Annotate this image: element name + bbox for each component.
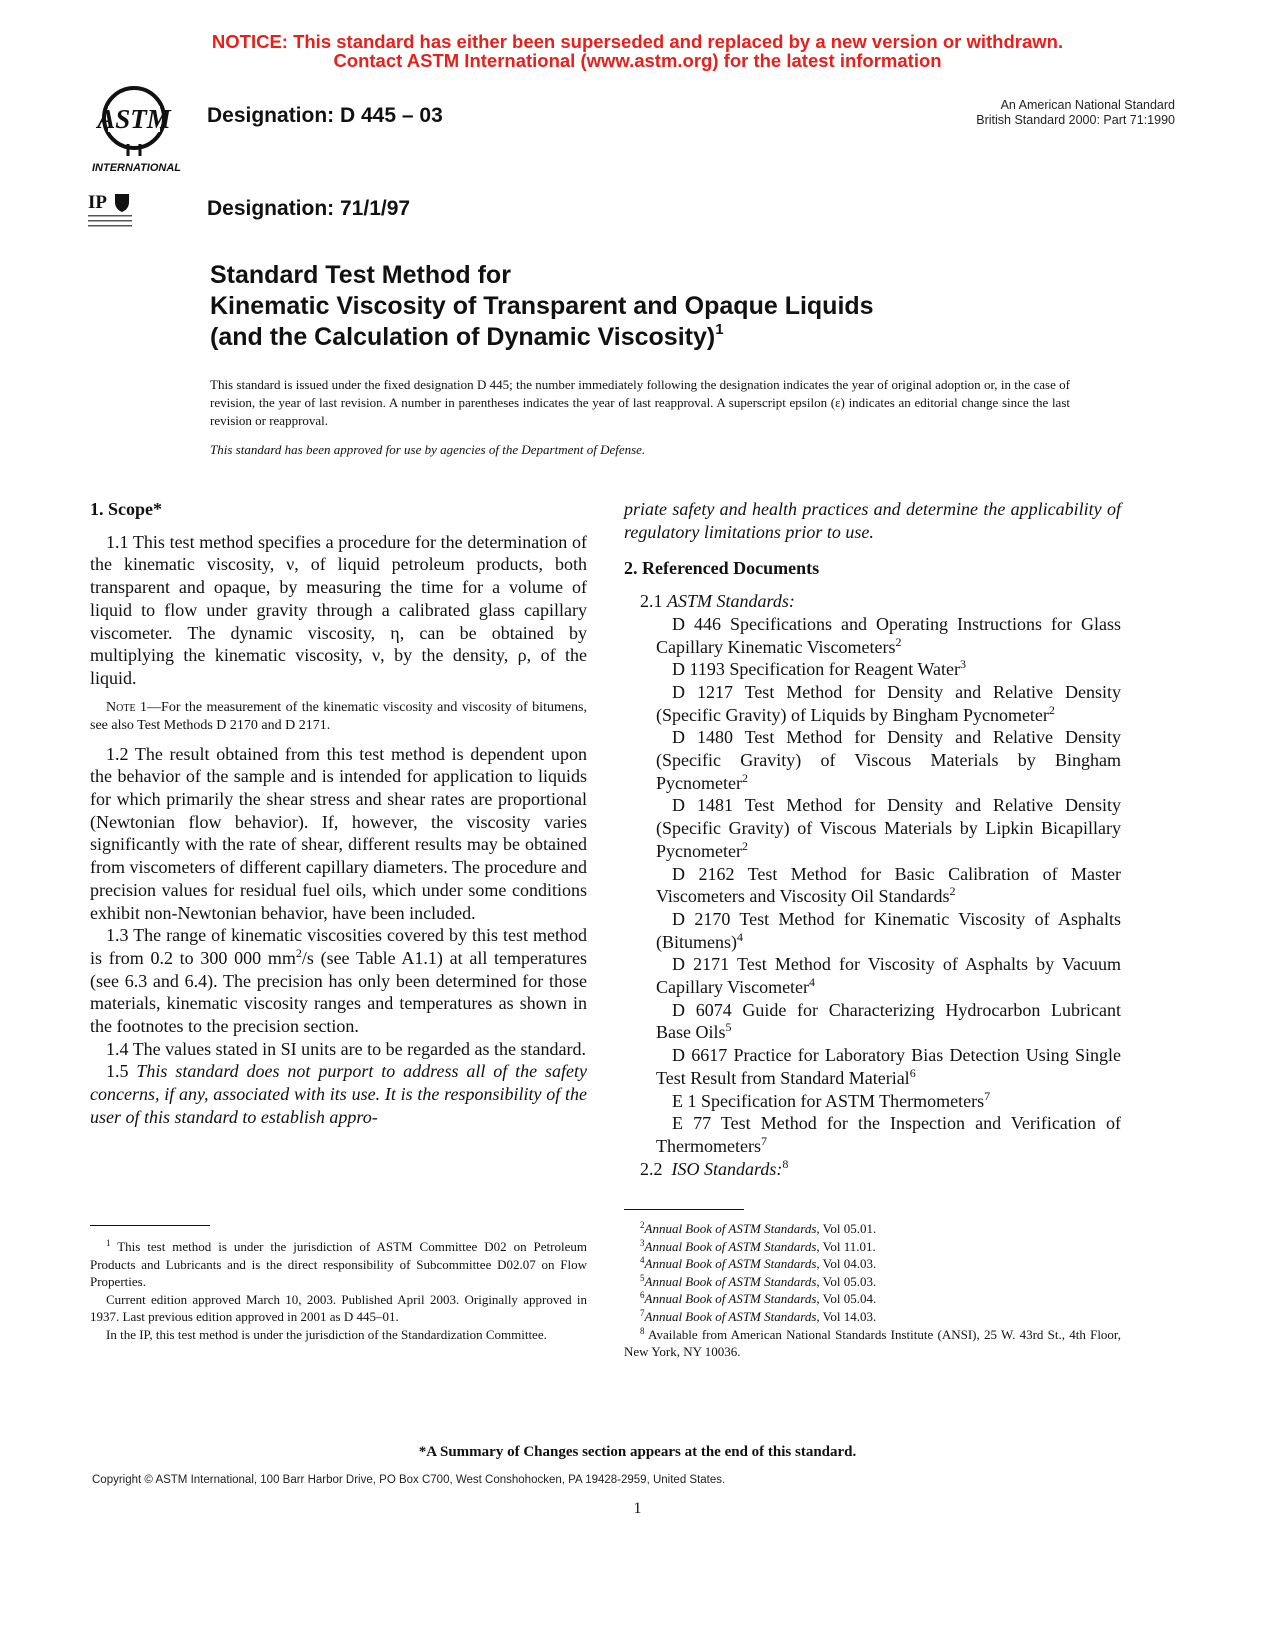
- page-number: 1: [633, 1500, 642, 1517]
- title-line-1: Standard Test Method for: [210, 261, 511, 289]
- astm-logo: [88, 84, 192, 176]
- reference-footnote-mark: 4: [737, 929, 743, 944]
- para-1-5-num: 1.5: [106, 1061, 129, 1082]
- para-1-2: 1.2 The result obtained from this test method is dependent upon the behavior of the sample and is intended for application to liquids for which primarily the shear stress and shear rates are proportional (Newtonian flow behavior). If, however, the viscosity varies significantly with the rate of shear, different results may be obtained from viscometers of different capillary diameters. The procedure and precision values for residual fuel oils, which under some conditions exhibit non-Newtonian behavior, have been included.: [90, 743, 587, 923]
- reference-text: D 1193 Specification for Reagent Water: [672, 659, 960, 680]
- footnote-1-text: This test method is under the jurisdiction of ASTM Committee D02 on Petroleum Products and Lubricants and is the direct responsibility of Subcommittee D02.07 on Flow Properties.: [90, 1239, 587, 1290]
- footnote-book-title: Annual Book of ASTM Standards: [644, 1238, 817, 1254]
- para-1-5: [90, 1060, 587, 1128]
- reference-footnote-mark: 5: [725, 1020, 732, 1035]
- footnote-book-title: Annual Book of ASTM Standards: [644, 1308, 817, 1324]
- reference-item: [640, 1044, 1121, 1089]
- american-national-standard: An American National Standard: [1000, 98, 1175, 112]
- note-1-text: 1—For the measurement of the kinematic viscosity and viscosity of bitumens, see also Test Methods D 2170 and D 2171.: [90, 699, 588, 733]
- ip-designation: Designation: 71/1/97: [207, 197, 411, 220]
- footnote-1-edition: Current edition approved March 10, 2003. Published April 2003. Originally approved in 1937. Last previous edition approved in 2001 as D 445–01.: [90, 1291, 587, 1325]
- right-column: [624, 498, 1121, 1180]
- reference-item: [640, 1090, 1121, 1113]
- footnote-book-title: Annual Book of ASTM Standards: [644, 1221, 817, 1236]
- reference-text: D 2170 Test Method for Kinematic Viscosity of Asphalts (Bitumens): [656, 908, 1121, 952]
- dod-approval: This standard has been approved for use by agencies of the Department of Defense.: [210, 442, 646, 457]
- footnote-8: [624, 1326, 1121, 1361]
- summary-of-changes-note: *A Summary of Changes section appears at the end of this standard.: [418, 1444, 857, 1460]
- footnote-divider-right: [624, 1209, 744, 1210]
- footnote-mark: 4: [640, 1255, 645, 1266]
- reference-item: [640, 726, 1121, 794]
- iso-sub-num: 2.2: [640, 1158, 663, 1179]
- note-1-label: Note: [106, 699, 136, 715]
- astm-sub-num: 2.1: [640, 591, 663, 612]
- footnote-mark: 3: [640, 1237, 645, 1248]
- astm-logo-text: ASTM: [97, 104, 171, 134]
- footnote-book-title: Annual Book of ASTM Standards: [644, 1256, 817, 1272]
- footnote-divider-left: [90, 1225, 210, 1226]
- iso-sub-sup: 8: [782, 1156, 789, 1171]
- reference-item: [640, 999, 1121, 1044]
- reference-footnote-mark: 6: [909, 1065, 916, 1080]
- title-line-2: Kinematic Viscosity of Transparent and Opaque Liquids: [210, 292, 874, 320]
- reference-item: [640, 794, 1121, 862]
- para-1-3-text-b: /s (see Table A1.1) at all temperatures (see 6.3 and 6.4). The precision has only been determined for those materials, kinematic viscosity ranges and temperatures as shown in the footnotes to the precision section.: [90, 947, 587, 1037]
- para-1-3-text-a: 1.3 The range of kinematic viscosities covered by this test method is from 0.2 to 300 000 mm: [90, 925, 587, 968]
- footnote-volume: , Vol 11.01.: [816, 1238, 876, 1254]
- footnote-1-ip: In the IP, this test method is under the jurisdiction of the Standardization Committee.: [106, 1326, 547, 1342]
- footnote-book-title: Annual Book of ASTM Standards: [644, 1273, 817, 1289]
- reference-footnote-mark: 2: [1048, 702, 1055, 717]
- national-standard-block: [976, 98, 1175, 128]
- reference-footnote-mark: 3: [959, 657, 966, 672]
- astm-logo-subtext: INTERNATIONAL: [92, 162, 182, 174]
- reference-footnote-mark: 7: [760, 1133, 767, 1148]
- footnote-item: [624, 1220, 1121, 1238]
- reference-text: D 2171 Test Method for Viscosity of Asphalts by Vacuum Capillary Viscometer: [656, 954, 1121, 998]
- reference-item: [640, 658, 1121, 681]
- footnote-item: [624, 1308, 1121, 1326]
- title-line-3: (and the Calculation of Dynamic Viscosity): [210, 323, 716, 351]
- left-column: [90, 498, 587, 1129]
- copyright: Copyright © ASTM International, 100 Barr Harbor Drive, PO Box C700, West Conshohocken, PA 19428-2959, United States.: [92, 1474, 726, 1486]
- referenced-documents-heading: 2. Referenced Documents: [624, 558, 820, 579]
- ip-logo: [88, 190, 144, 232]
- footnote-volume: , Vol 05.03.: [816, 1273, 877, 1289]
- para-1-5-text: This standard does not purport to address all of the safety concerns, if any, associated with its use. It is the responsibility of the user of this standard to establish appro-: [90, 1061, 588, 1127]
- page-title: [210, 260, 874, 353]
- footnote-1-mark: 1: [106, 1238, 111, 1248]
- astm-designation: Designation: D 445 – 03: [207, 104, 443, 127]
- reference-text: D 1480 Test Method for Density and Relative Density (Specific Gravity) of Viscous Materials by Bingham Pycnometer: [656, 727, 1121, 793]
- footnote-mark: 5: [640, 1272, 645, 1283]
- safety-continued: priate safety and health practices and determine the applicability of regulatory limitations prior to use.: [624, 499, 1121, 542]
- reference-item: [640, 1112, 1121, 1157]
- footnote-8-mark: 8: [640, 1325, 645, 1336]
- title-footnote-mark: 1: [715, 321, 724, 338]
- reference-text: D 446 Specifications and Operating Instructions for Glass Capillary Kinematic Viscometers: [656, 613, 1121, 657]
- reference-text: E 77 Test Method for the Inspection and Verification of Thermometers: [656, 1113, 1121, 1156]
- reference-item: [640, 863, 1121, 908]
- reference-footnote-mark: 2: [741, 838, 748, 853]
- footnote-volume: , Vol 14.03.: [816, 1308, 877, 1324]
- footnote-item: [624, 1290, 1121, 1308]
- footnote-volume: , Vol 05.04.: [816, 1291, 877, 1307]
- reference-footnote-mark: 4: [809, 975, 816, 990]
- footnote-8-text: Available from American National Standards Institute (ANSI), 25 W. 43rd St., 4th Floor, New York, NY 10036.: [624, 1326, 1121, 1360]
- footnote-item: [624, 1273, 1121, 1291]
- para-1-1: 1.1 This test method specifies a procedure for the determination of the kinematic viscosity, ν, of liquid petroleum products, both transparent and opaque, by measuring the time for a volume of liquid to flow under gravity through a calibrated glass capillary viscometer. The dynamic viscosity, η, can be obtained by multiplying the kinematic viscosity, ν, by the density, ρ, of the liquid.: [90, 531, 587, 688]
- preamble: This standard is issued under the fixed designation D 445; the number immediately following the designation indicates the year of original adoption or, in the case of revision, the year of last revision. A number in parentheses indicates the year of last reapproval. A superscript epsilon (ε) indicates an editorial change since the last revision or reapproval.: [210, 377, 1070, 428]
- reference-text: D 1217 Test Method for Density and Relative Density (Specific Gravity) of Liquids by Bingham Pycnometer: [656, 681, 1121, 725]
- reference-footnote-mark: 7: [984, 1088, 991, 1103]
- iso-standards-subheading: [624, 1158, 1121, 1181]
- footnote-mark: 2: [640, 1220, 645, 1230]
- reference-footnote-mark: 2: [741, 770, 748, 785]
- footnote-volume: , Vol 05.01.: [816, 1221, 877, 1236]
- ip-shield-icon: [115, 194, 129, 212]
- para-1-3: [90, 924, 587, 1038]
- notice-line-1: NOTICE: This standard has either been superseded and replaced by a new version or withdrawn.: [211, 31, 1064, 52]
- footnote-mark: 7: [640, 1307, 645, 1318]
- reference-item: [640, 681, 1121, 726]
- reference-item: [640, 613, 1121, 658]
- reference-text: D 2162 Test Method for Basic Calibration of Master Viscometers and Viscosity Oil Standards: [656, 863, 1121, 907]
- reference-text: D 1481 Test Method for Density and Relative Density (Specific Gravity) of Viscous Materials by Lipkin Bicapillary Pycnometer: [656, 795, 1121, 861]
- notice-line-2: Contact ASTM International (www.astm.org) for the latest information: [333, 50, 942, 71]
- footnote-mark: 6: [640, 1290, 645, 1301]
- reference-text: D 6617 Practice for Laboratory Bias Detection Using Single Test Result from Standard Material: [656, 1045, 1121, 1088]
- footnote-volume: , Vol 04.03.: [816, 1256, 877, 1272]
- footnote-list: [624, 1220, 1121, 1326]
- withdrawal-notice: [0, 32, 1275, 70]
- footnote-item: [624, 1238, 1121, 1256]
- reference-item: [640, 953, 1121, 998]
- para-1-3-sup: 2: [295, 945, 302, 960]
- astm-sub-label: ASTM Standards:: [667, 591, 795, 612]
- para-1-4: 1.4 The values stated in SI units are to be regarded as the standard.: [106, 1038, 587, 1059]
- astm-standards-subheading: [624, 590, 1121, 613]
- scope-heading: 1. Scope*: [90, 499, 162, 519]
- reference-text: D 6074 Guide for Characterizing Hydrocarbon Lubricant Base Oils: [656, 999, 1121, 1043]
- ip-logo-text: IP: [88, 192, 107, 213]
- british-standard: British Standard 2000: Part 71:1990: [976, 113, 1175, 127]
- reference-footnote-mark: 2: [895, 634, 902, 649]
- note-1: [90, 699, 587, 735]
- reference-list: [624, 613, 1121, 1158]
- footnote-book-title: Annual Book of ASTM Standards: [644, 1291, 817, 1307]
- iso-sub-label: ISO Standards:: [671, 1158, 783, 1179]
- footnote-1: [90, 1238, 587, 1291]
- reference-text: E 1 Specification for ASTM Thermometers: [672, 1090, 985, 1111]
- footnotes-right: [624, 1220, 1121, 1361]
- footnotes-left: [90, 1238, 587, 1344]
- reference-item: [640, 908, 1121, 953]
- footnote-item: [624, 1255, 1121, 1273]
- reference-footnote-mark: 2: [949, 884, 956, 899]
